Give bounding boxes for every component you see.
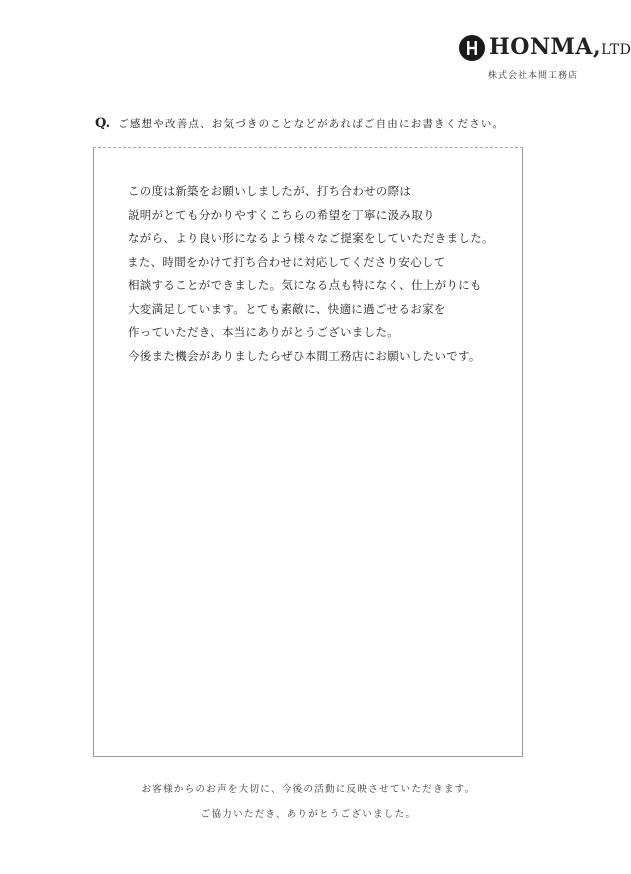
logo-wordmark <box>489 34 631 60</box>
handwritten-answer <box>128 180 508 368</box>
answer-line: 相談することができました。気になる点も特になく、仕上がりにも <box>128 278 482 292</box>
answer-line: 作っていただき、本当にありがとうございました。 <box>128 325 399 339</box>
footer-message: お客様からのお声を大切に、今後の活動に反映させていただきます。 <box>141 784 476 795</box>
logo-mark-icon <box>458 34 486 62</box>
logo-brand: HONMA, <box>489 34 602 60</box>
company-logo <box>458 30 631 81</box>
footer-thanks: ご協力いただき、ありがとうございました。 <box>200 809 417 820</box>
question-text: ご感想や改善点、お気づきのことなどがあればご自由にお書きください。 <box>118 118 505 130</box>
question-prompt <box>95 116 504 131</box>
answer-line: 大変満足しています。とても素敵に、快適に過ごせるお家を <box>128 301 446 316</box>
answer-line: 今後また機会がありましたらぜひ本間工務店にお願いしたいです。 <box>128 348 481 363</box>
answer-line: 説明がとても分かりやすくこちらの希望を丁寧に汲み取り <box>128 207 435 222</box>
answer-line: この度は新築をお願いしましたが、打ち合わせの際は <box>128 184 412 198</box>
logo-suffix: LTD <box>601 42 631 58</box>
answer-line: ながら、より良い形になるよう様々なご提案をしていただきました。 <box>128 231 494 245</box>
company-name: 株式会社本間工務店 <box>488 71 579 81</box>
question-marker: Q. <box>95 116 111 131</box>
answer-line: また、時間をかけて打ち合わせに対応してくださり安心して <box>127 254 446 269</box>
